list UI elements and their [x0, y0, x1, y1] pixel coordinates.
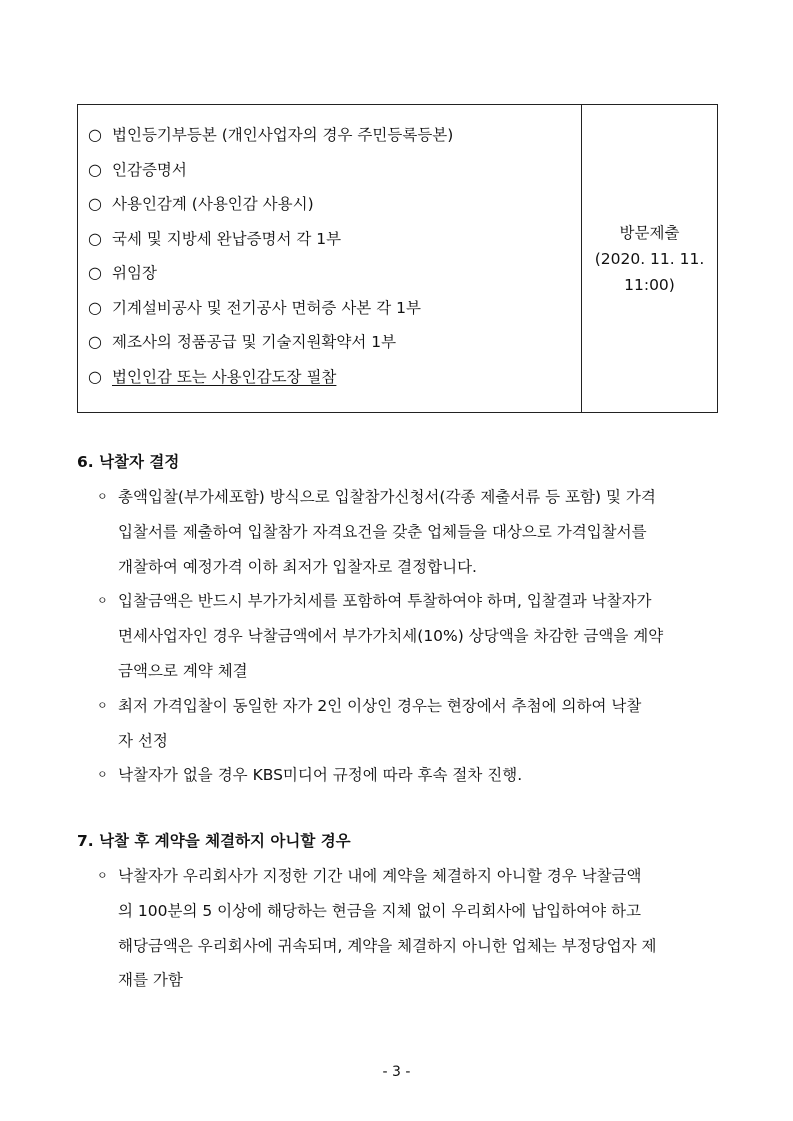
required-document-item [88, 263, 581, 298]
bullet-item [77, 584, 718, 688]
bullet-line: 총액입찰(부가세포함) 방식으로 입찰참가신청서(각종 제출서류 등 포함) 및 가격 [118, 488, 656, 506]
bullet-line: 최저 가격입찰이 동일한 자가 2인 이상인 경우는 현장에서 추첨에 의하여 낙찰 [118, 696, 642, 715]
bullet-item [77, 689, 718, 759]
section-winner-decision [77, 452, 718, 793]
bullet-icon: ㅇ [97, 869, 108, 882]
bullet-line: 금액으로 계약 체결 [118, 661, 248, 680]
bullet-icon: ㅇ [97, 698, 108, 712]
submission-method [595, 220, 705, 298]
bullet-list [77, 480, 718, 793]
submission-time: 11:00) [624, 275, 675, 294]
circle-bullet-icon: ○ [88, 194, 102, 213]
circle-bullet-icon: ○ [88, 297, 102, 317]
section-heading: 7. 낙찰 후 계약을 체결하지 아니할 경우 [77, 832, 351, 850]
required-document-item [88, 367, 581, 402]
bullet-item [77, 859, 718, 998]
required-document-text-underlined: 법인인감 또는 사용인감도장 필참 [112, 367, 337, 386]
submission-method-cell [582, 105, 717, 412]
bullet-icon: ㅇ [97, 490, 108, 503]
bullet-line: 입찰서를 제출하여 입찰참가 자격요건을 갖춘 업체들을 대상으로 가격입찰서를 [118, 522, 647, 541]
bullet-list [77, 859, 718, 998]
bullet-line: 개찰하여 예정가격 이하 최저가 입찰자로 결정합니다. [118, 557, 477, 576]
required-document-item [88, 194, 581, 229]
required-document-item [88, 125, 581, 160]
bullet-item [77, 758, 718, 793]
bullet-item [77, 480, 718, 584]
required-document-text: 기계설비공사 및 전기공사 면허증 사본 각 1부 [112, 298, 421, 317]
bullet-line: 낙찰자가 없을 경우 KBS미디어 규정에 따라 후속 절차 진행. [118, 766, 523, 785]
circle-bullet-icon: ○ [88, 366, 102, 386]
circle-bullet-icon: ○ [88, 263, 102, 282]
circle-bullet-icon: ○ [88, 159, 102, 179]
required-document-text: 제조사의 정품공급 및 기술지원확약서 1부 [112, 333, 397, 351]
required-document-text: 국세 및 지방세 완납증명서 각 1부 [112, 229, 342, 248]
required-document-text: 사용인감계 (사용인감 사용시) [112, 195, 314, 213]
circle-bullet-icon: ○ [88, 228, 102, 248]
required-document-item [88, 160, 581, 195]
bullet-line: 입찰금액은 반드시 부가가치세를 포함하여 투찰하여야 하며, 입찰결과 낙찰자가 [118, 592, 652, 611]
required-document-text: 인감증명서 [112, 160, 187, 179]
required-document-text: 법인등기부등본 (개인사업자의 경우 주민등록등본) [112, 126, 454, 144]
bullet-line: 해당금액은 우리회사에 귀속되며, 계약을 체결하지 아니한 업체는 부정당업자 제 [118, 936, 657, 955]
required-documents-cell [78, 105, 582, 412]
required-document-item [88, 332, 581, 367]
circle-bullet-icon: ○ [88, 332, 102, 351]
required-document-text: 위임장 [112, 264, 157, 282]
bullet-line: 의 100분의 5 이상에 해당하는 현금을 지체 없이 우리회사에 납입하여야 하고 [118, 901, 641, 920]
requirements-table [77, 104, 718, 413]
bullet-line: 면세사업자인 경우 낙찰금액에서 부가가치세(10%) 상당액을 차감한 금액을 계약 [118, 627, 664, 646]
section-heading: 6. 낙찰자 결정 [77, 453, 180, 471]
page-number: - 3 - [382, 1064, 411, 1080]
required-document-item [88, 229, 581, 264]
submission-method-label: 방문제출 [619, 223, 680, 242]
required-document-item [88, 298, 581, 333]
bullet-line: 자 선정 [118, 731, 168, 750]
bullet-icon: ㅇ [97, 768, 108, 782]
circle-bullet-icon: ○ [88, 125, 102, 144]
submission-date: (2020. 11. 11. [594, 249, 705, 268]
bullet-icon: ㅇ [97, 594, 108, 608]
section-contract-failure [77, 831, 718, 998]
bullet-line: 재를 가함 [118, 971, 183, 990]
bullet-line: 낙찰자가 우리회사가 지정한 기간 내에 계약을 체결하지 아니할 경우 낙찰금액 [118, 867, 642, 885]
